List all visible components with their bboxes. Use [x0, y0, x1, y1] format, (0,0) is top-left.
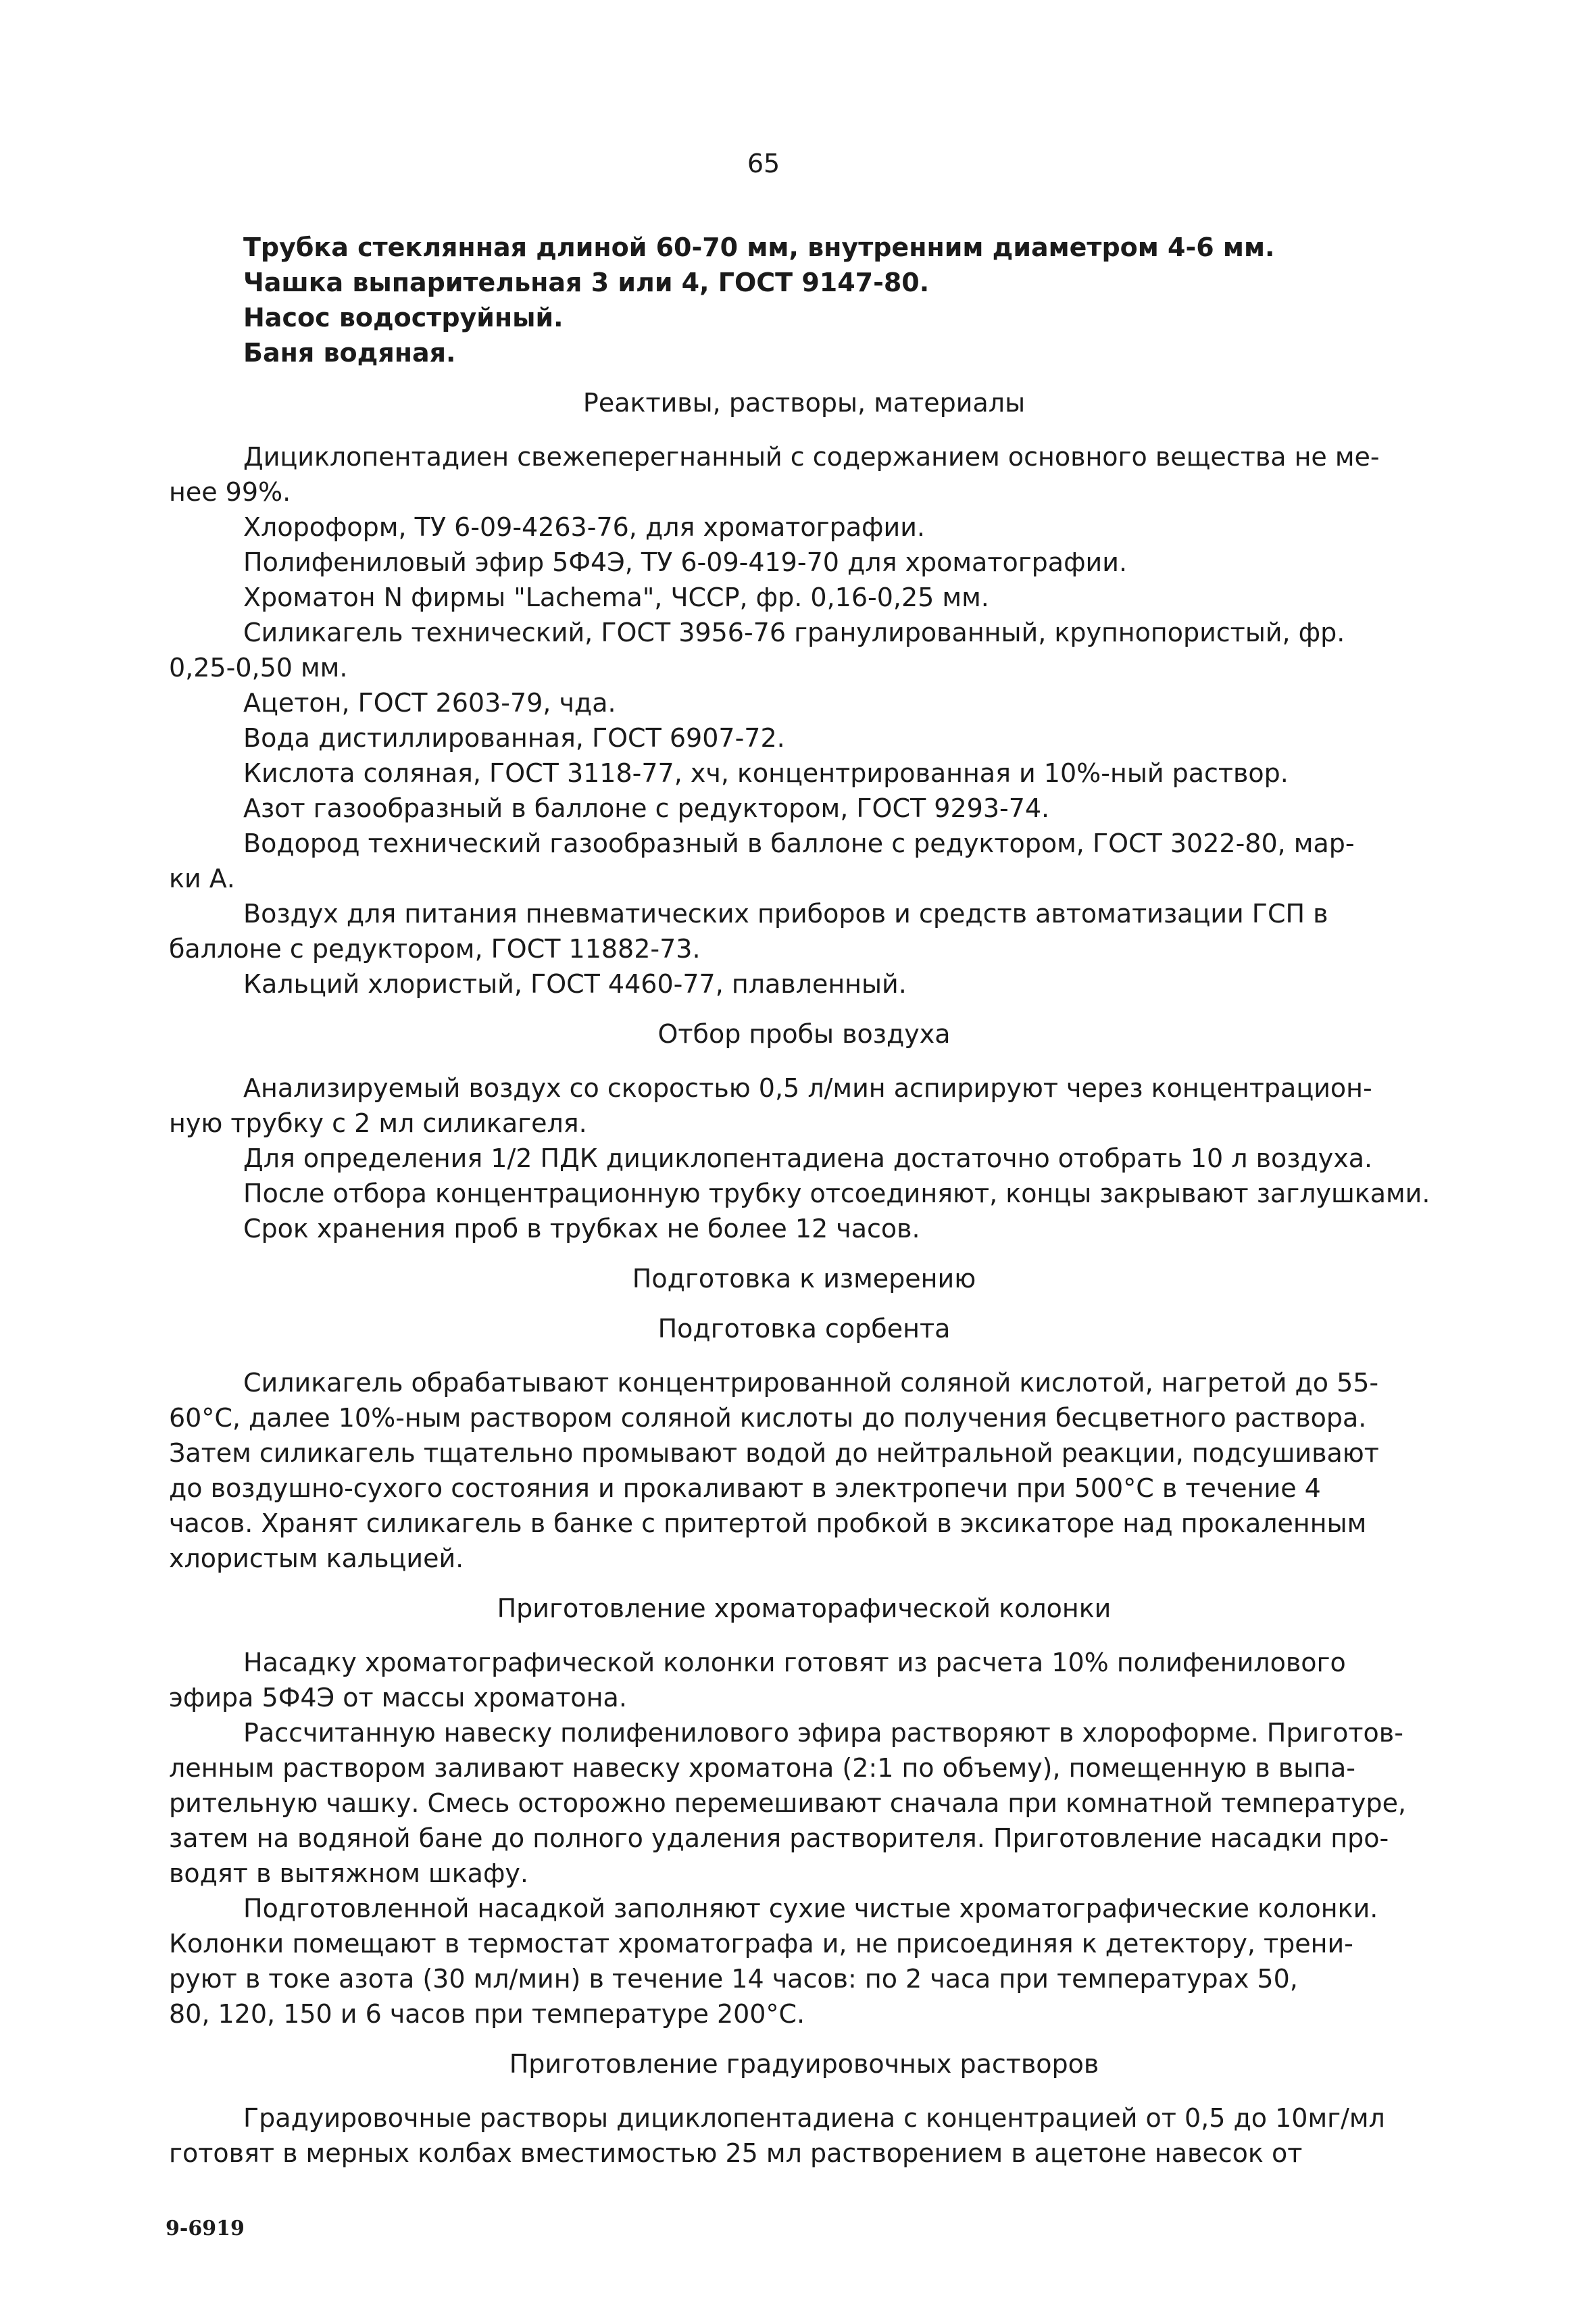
sampling-line: После отбора концентрационную трубку отсоединяют, концы закрывают заглушками.: [243, 1179, 1430, 1208]
equipment-line: Чашка выпарительная 3 или 4, ГОСТ 9147-80.: [243, 268, 930, 297]
section-heading-sampling: Отбор пробы воздуха: [657, 1019, 951, 1049]
prep-line: 60°С, далее 10%-ным раствором соляной кислоты до получения бесцветного раствора.: [169, 1403, 1367, 1433]
reagent-line: Водород технический газообразный в баллоне с редуктором, ГОСТ 3022-80, мар-: [243, 829, 1355, 858]
column-line: Подготовленной насадкой заполняют сухие чистые хроматографические колонки.: [243, 1894, 1378, 1923]
calibration-line: готовят в мерных колбах вместимостью 25 мл растворением в ацетоне навесок от: [169, 2138, 1303, 2168]
reagent-line: Ацетон, ГОСТ 2603-79, чда.: [243, 688, 616, 718]
reagent-line: 0,25-0,50 мм.: [169, 653, 348, 683]
column-line: Рассчитанную навеску полифенилового эфира растворяют в хлороформе. Приготов-: [243, 1718, 1403, 1748]
footer-print-code: 9-6919: [166, 2217, 245, 2240]
column-line: руют в токе азота (30 мл/мин) в течение 14 часов: по 2 часа при температурах 50,: [169, 1964, 1298, 1994]
column-line: ленным раствором заливают навеску хроматона (2:1 по объему), помещенную в выпа-: [169, 1753, 1355, 1783]
reagent-line: Хлороформ, ТУ 6-09-4263-76, для хроматографии.: [243, 512, 925, 542]
reagent-line: Дициклопентадиен свежеперегнанный с содержанием основного вещества не ме-: [243, 442, 1380, 472]
section-heading-column: Приготовление хроматорафической колонки: [497, 1594, 1112, 1623]
column-line: рительную чашку. Смесь осторожно перемешивают сначала при комнатной температуре,: [169, 1788, 1407, 1818]
column-line: Колонки помещают в термостат хроматографа и, не присоединяя к детектору, трени-: [169, 1929, 1353, 1959]
equipment-line: Баня водяная.: [243, 338, 456, 368]
section-heading-prep: Подготовка к измерению: [632, 1264, 976, 1294]
column-line: затем на водяной бане до полного удаления растворителя. Приготовление насадки про-: [169, 1823, 1389, 1853]
column-line: водят в вытяжном шкафу.: [169, 1858, 528, 1888]
column-line: эфира 5Ф4Э от массы хроматона.: [169, 1683, 627, 1713]
page-number: 65: [747, 149, 780, 178]
reagent-line: Кислота соляная, ГОСТ 3118-77, хч, концентрированная и 10%-ный раствор.: [243, 758, 1289, 788]
reagent-line: Полифениловый эфир 5Ф4Э, ТУ 6-09-419-70 для хроматографии.: [243, 547, 1128, 577]
equipment-line: Трубка стеклянная длиной 60-70 мм, внутренним диаметром 4-6 мм.: [243, 232, 1275, 262]
sampling-line: ную трубку с 2 мл силикагеля.: [169, 1108, 587, 1138]
reagent-line: Кальций хлористый, ГОСТ 4460-77, плавленный.: [243, 969, 907, 999]
prep-line: часов. Хранят силикагель в банке с притертой пробкой в эксикаторе над прокаленным: [169, 1508, 1367, 1538]
reagent-line: Хроматон N фирмы "Lachema", ЧССР, фр. 0,16-0,25 мм.: [243, 583, 989, 612]
prep-line: до воздушно-сухого состояния и прокаливают в электропечи при 500°С в течение 4: [169, 1473, 1321, 1503]
subsection-heading-sorbent: Подготовка сорбента: [657, 1314, 951, 1344]
sampling-line: Срок хранения проб в трубках не более 12 часов.: [243, 1214, 920, 1244]
column-line: 80, 120, 150 и 6 часов при температуре 200°С.: [169, 1999, 805, 2029]
section-heading-calibration: Приготовление градуировочных растворов: [509, 2049, 1099, 2079]
prep-line: Затем силикагель тщательно промывают водой до нейтральной реакции, подсушивают: [169, 1438, 1379, 1468]
section-heading-reagents: Реактивы, растворы, материалы: [582, 388, 1026, 418]
document-body: [169, 230, 1439, 2171]
calibration-line: Градуировочные растворы дициклопентадиена с концентрацией от 0,5 до 10мг/мл: [243, 2103, 1385, 2133]
reagent-line: баллоне с редуктором, ГОСТ 11882-73.: [169, 934, 701, 964]
equipment-line: Насос водоструйный.: [243, 303, 564, 333]
prep-line: хлористым кальцией.: [169, 1544, 464, 1573]
reagent-line: нее 99%.: [169, 477, 291, 507]
sampling-line: Для определения 1/2 ПДК дициклопентадиена достаточно отобрать 10 л воздуха.: [243, 1143, 1373, 1173]
prep-line: Силикагель обрабатывают концентрированной соляной кислотой, нагретой до 55-: [243, 1368, 1379, 1398]
reagent-line: Вода дистиллированная, ГОСТ 6907-72.: [243, 723, 785, 753]
reagent-line: ки А.: [169, 864, 235, 893]
reagent-line: Азот газообразный в баллоне с редуктором, ГОСТ 9293-74.: [243, 793, 1050, 823]
sampling-line: Анализируемый воздух со скоростью 0,5 л/мин аспирируют через концентрацион-: [243, 1073, 1372, 1103]
reagent-line: Силикагель технический, ГОСТ 3956-76 гранулированный, крупнопористый, фр.: [243, 618, 1345, 647]
reagent-line: Воздух для питания пневматических приборов и средств автоматизации ГСП в: [243, 899, 1328, 929]
column-line: Насадку хроматографической колонки готовят из расчета 10% полифенилового: [243, 1648, 1346, 1677]
